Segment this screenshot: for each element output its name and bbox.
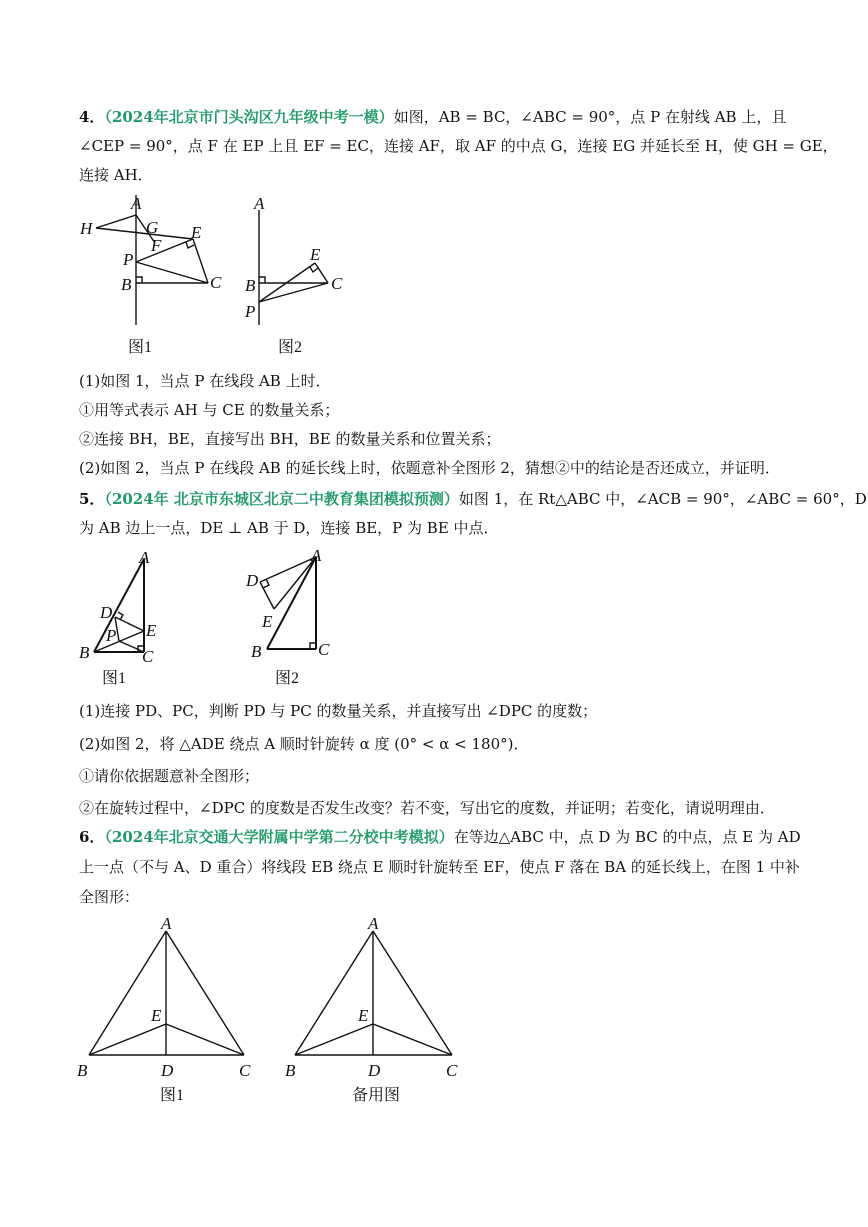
problem-6-line-3: 全图形： xyxy=(79,888,140,906)
figure-caption: 图2 xyxy=(275,670,300,687)
problem-6-line-2: 上一点（不与 A、D 重合）将线段 EB 绕点 E 顺时针旋转至 EF，使点 F 落在 BA 的延长线上，在图 1 中补 xyxy=(79,858,800,876)
label-E: E xyxy=(146,621,157,640)
label-A: A xyxy=(311,546,322,565)
problem-6-figure-2 xyxy=(275,915,475,1110)
label-B: B xyxy=(77,1061,88,1080)
figure-caption: 图1 xyxy=(160,1087,185,1104)
problem-source: （2024年北京市门头沟区九年级中考一模） xyxy=(104,108,394,126)
problem-4-question-2: (2)如图 2，当点 P 在线段 AB 的延长线上时，依题意补全图形 2，猜想②中的结论是否还成立，并证明． xyxy=(79,459,780,477)
figure-caption: 图2 xyxy=(278,339,303,356)
problem-4-line-2: ∠CEP = 90°，点 F 在 EP 上且 EF = EC，连接 AF，取 AF 的中点 G，连接 EG 并延长至 H，使 GH = GE， xyxy=(79,137,838,155)
label-D: D xyxy=(246,571,259,590)
problem-4-question-1: (1)如图 1，当点 P 在线段 AB 上时． xyxy=(79,372,331,390)
label-E: E xyxy=(191,223,202,242)
label-B: B xyxy=(79,643,90,662)
label-D: D xyxy=(368,1061,381,1080)
problem-5-figure-1 xyxy=(75,545,195,695)
problem-4-figure-1 xyxy=(75,190,235,360)
label-C: C xyxy=(331,274,343,293)
label-G: G xyxy=(146,218,159,237)
label-C: C xyxy=(142,647,154,666)
label-E: E xyxy=(358,1006,369,1025)
problem-number: 4． xyxy=(79,108,105,126)
label-A: A xyxy=(368,914,379,933)
label-C: C xyxy=(446,1061,458,1080)
problem-5-line-2: 为 AB 边上一点，DE ⊥ AB 于 D，连接 BE，P 为 BE 中点． xyxy=(79,519,499,537)
label-E: E xyxy=(151,1006,162,1025)
problem-text: 如图 1，在 Rt△ABC 中，∠ACB = 90°，∠ABC = 60°，D xyxy=(458,490,867,508)
label-B: B xyxy=(285,1061,296,1080)
label-C: C xyxy=(239,1061,251,1080)
problem-5-line-1 xyxy=(79,489,867,509)
label-H: H xyxy=(80,219,93,238)
problem-6-figure-1 xyxy=(70,915,270,1110)
problem-4-question-1a: ①用等式表示 AH 与 CE 的数量关系； xyxy=(79,401,340,419)
problem-5-question-2: (2)如图 2，将 △ADE 绕点 A 顺时针旋转 α 度 (0° < α < 180°)． xyxy=(79,735,529,753)
label-P: P xyxy=(245,302,256,321)
label-A: A xyxy=(139,548,150,567)
label-A: A xyxy=(131,194,142,213)
label-P: P xyxy=(106,626,117,645)
label-P: P xyxy=(123,250,134,269)
problem-4-line-1 xyxy=(79,107,828,127)
label-B: B xyxy=(245,276,256,295)
label-D: D xyxy=(100,603,113,622)
figure-caption: 备用图 xyxy=(352,1087,401,1104)
problem-6-line-1 xyxy=(79,827,828,847)
label-E: E xyxy=(262,612,273,631)
figure-caption: 图1 xyxy=(128,339,153,356)
problem-4-line-3: 连接 AH． xyxy=(79,166,153,184)
label-C: C xyxy=(210,273,222,292)
problem-source: （2024年北京交通大学附属中学第二分校中考模拟） xyxy=(104,828,454,846)
label-B: B xyxy=(121,275,132,294)
label-C: C xyxy=(318,640,330,659)
label-F: F xyxy=(151,236,162,255)
problem-number: 5． xyxy=(79,490,105,508)
problem-4-figure-2 xyxy=(240,190,360,360)
label-E: E xyxy=(310,245,321,264)
label-A: A xyxy=(254,194,265,213)
figure-caption: 图1 xyxy=(102,670,127,687)
label-B: B xyxy=(251,642,262,661)
label-A: A xyxy=(161,914,172,933)
problem-text: 在等边△ABC 中，点 D 为 BC 的中点，点 E 为 AD xyxy=(453,828,801,846)
problem-text: 如图，AB = BC，∠ABC = 90°，点 P 在射线 AB 上，且 xyxy=(393,108,787,126)
problem-number: 6． xyxy=(79,828,105,846)
problem-5-question-2a: ①请你依据题意补全图形； xyxy=(79,767,260,785)
problem-4-question-1b: ②连接 BH，BE，直接写出 BH，BE 的数量关系和位置关系； xyxy=(79,430,501,448)
problem-5-question-1: (1)连接 PD、PC，判断 PD 与 PC 的数量关系，并直接写出 ∠DPC 的度数； xyxy=(79,702,598,720)
problem-5-figure-2 xyxy=(240,545,360,695)
label-D: D xyxy=(161,1061,174,1080)
problem-source: （2024年 北京市东城区北京二中教育集团模拟预测） xyxy=(104,490,459,508)
problem-5-question-2b: ②在旋转过程中，∠DPC 的度数是否发生改变？若不变，写出它的度数，并证明；若变化，请说明理由． xyxy=(79,799,775,817)
